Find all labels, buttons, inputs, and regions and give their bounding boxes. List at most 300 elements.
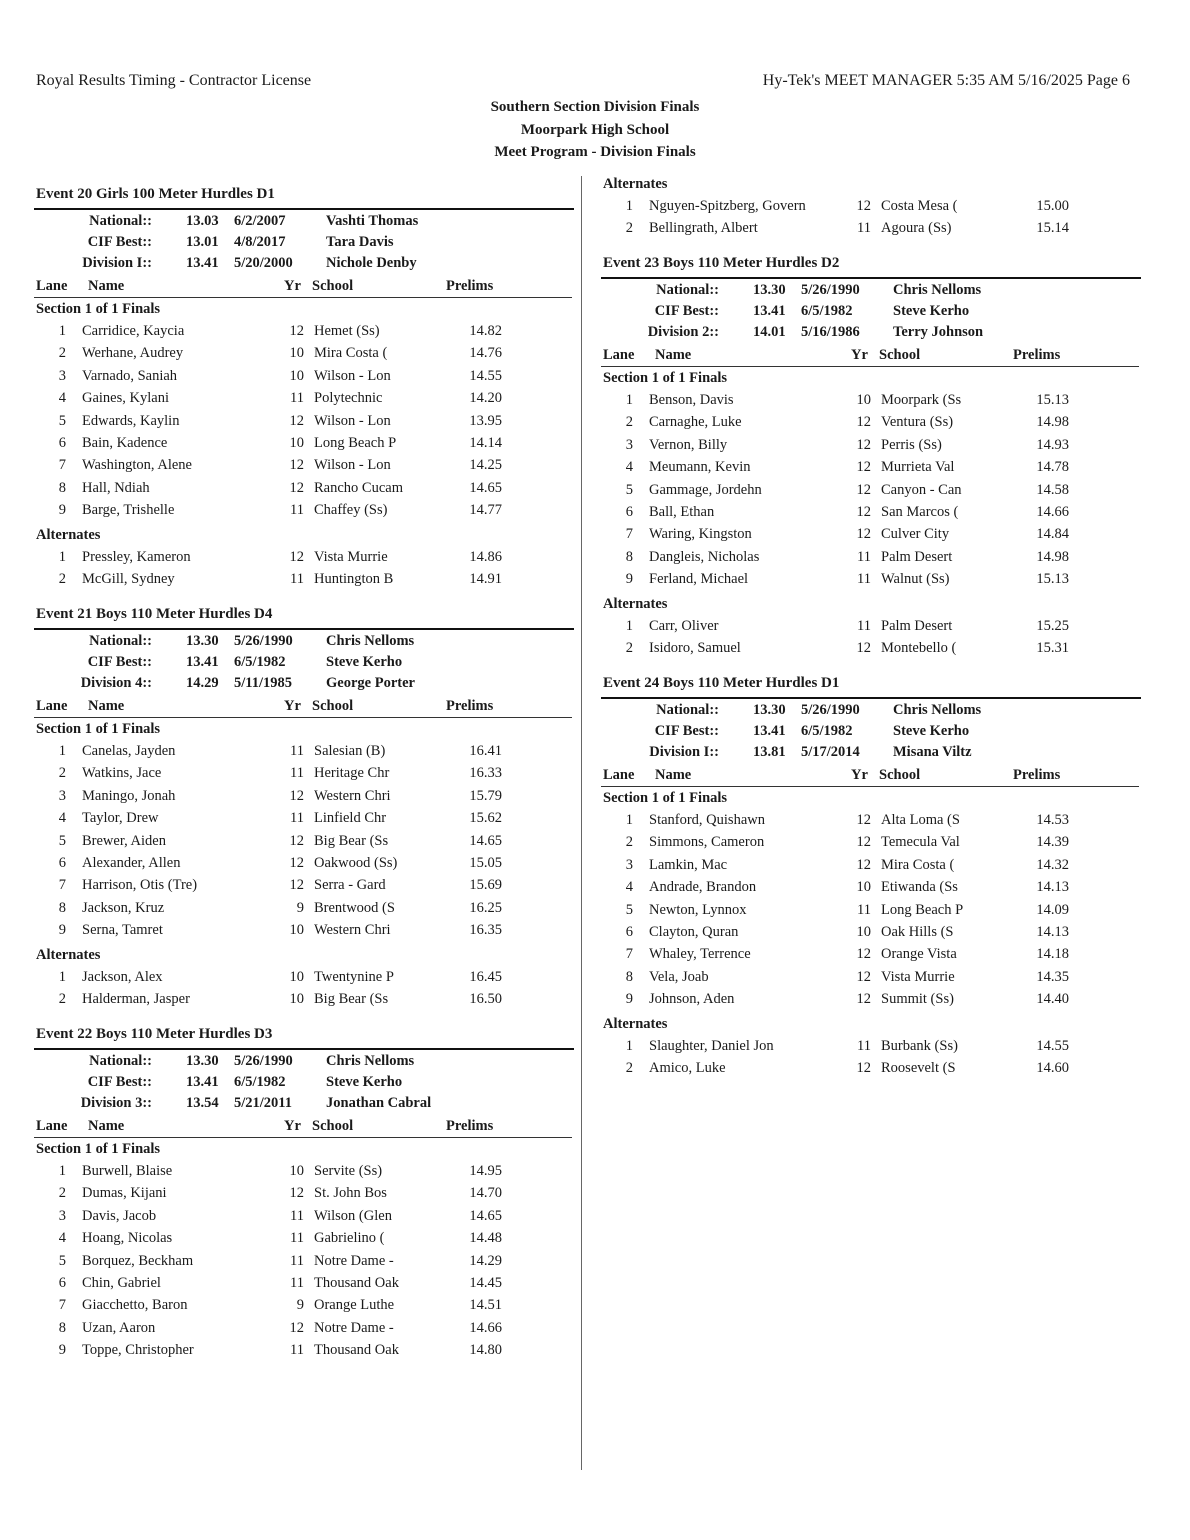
prelims-time: 14.20	[469, 390, 502, 407]
athlete-name: Giacchetto, Baron	[82, 1297, 188, 1314]
athlete-name: Harrison, Otis (Tre)	[82, 877, 198, 894]
record-holder: Nichole Denby	[326, 255, 417, 271]
prelims-time: 16.45	[469, 968, 502, 985]
col-prelims: Prelims	[446, 1118, 494, 1134]
athlete-name: Jackson, Alex	[82, 968, 163, 985]
athlete-year: 10	[856, 392, 871, 408]
athlete-year: 11	[290, 571, 304, 587]
lane-number: 1	[58, 323, 66, 339]
lane-number: 1	[58, 548, 66, 565]
athlete-year: 9	[296, 1297, 304, 1314]
prelims-time: 14.93	[1036, 436, 1069, 453]
record-date: 6/5/1982	[801, 303, 853, 319]
school-name: Orange Vista	[881, 946, 957, 963]
prelims-time: 14.13	[1036, 879, 1069, 896]
athlete-name: Edwards, Kaylin	[82, 412, 180, 429]
lane-number: 4	[625, 879, 633, 896]
record-mark: 14.01	[753, 324, 786, 340]
school-name: Huntington B	[314, 571, 394, 587]
school-name: Temecula Val	[881, 834, 960, 851]
record-label: CIF Best::	[87, 234, 152, 250]
athlete-year: 12	[289, 479, 304, 496]
record-mark: 13.54	[186, 1095, 219, 1111]
event-title: Event 24 Boys 110 Meter Hurdles D1	[603, 675, 840, 691]
record-holder: Tara Davis	[326, 234, 394, 250]
athlete-year: 10	[856, 924, 871, 940]
record-label: National::	[656, 702, 719, 718]
record-date: 6/5/1982	[801, 723, 853, 739]
athlete-name: McGill, Sydney	[82, 571, 175, 587]
school-name: Mira Costa (	[881, 856, 955, 873]
athlete-name: Andrade, Brandon	[649, 879, 757, 896]
prelims-time: 15.69	[469, 877, 502, 894]
athlete-name: Taylor, Drew	[82, 810, 159, 827]
athlete-year: 12	[289, 832, 304, 849]
school-name: Long Beach P	[881, 901, 964, 918]
prelims-time: 16.41	[469, 743, 502, 759]
prelims-time: 13.95	[469, 412, 502, 429]
col-prelims: Prelims	[1013, 347, 1061, 363]
event-title: Event 20 Girls 100 Meter Hurdles D1	[36, 186, 275, 202]
athlete-year: 12	[856, 198, 871, 214]
school-name: Chaffey (Ss)	[314, 502, 388, 519]
prelims-time: 14.91	[469, 571, 502, 587]
lane-number: 2	[625, 414, 633, 431]
record-mark: 13.30	[753, 282, 786, 298]
lane-number: 6	[625, 924, 633, 940]
record-date: 4/8/2017	[234, 234, 286, 250]
athlete-year: 10	[289, 345, 304, 362]
col-name: Name	[655, 767, 692, 783]
prelims-time: 15.13	[1036, 571, 1069, 588]
school-name: Thousand Oak	[314, 1275, 399, 1291]
athlete-year: 12	[856, 526, 871, 543]
athlete-name: Hall, Ndiah	[82, 479, 150, 496]
record-holder: George Porter	[326, 675, 415, 691]
athlete-name: Burwell, Blaise	[82, 1163, 173, 1179]
col-yr: Yr	[851, 347, 868, 363]
prelims-time: 16.33	[469, 765, 502, 782]
section-label: Section 1 of 1 Finals	[36, 1141, 161, 1157]
section-label: Section 1 of 1 Finals	[603, 370, 728, 386]
prelims-time: 14.51	[469, 1297, 502, 1314]
athlete-year: 11	[857, 901, 871, 918]
athlete-name: Johnson, Aden	[649, 991, 735, 1008]
prelims-time: 16.25	[469, 899, 502, 916]
lane-number: 3	[58, 1207, 66, 1224]
prelims-time: 14.58	[1036, 481, 1069, 498]
record-label: CIF Best::	[654, 303, 719, 319]
prelims-time: 14.86	[469, 548, 502, 565]
athlete-name: Nguyen-Spitzberg, Govern	[649, 198, 806, 214]
school-name: Heritage Chr	[314, 765, 390, 782]
record-mark: 13.41	[186, 1074, 219, 1090]
athlete-year: 11	[857, 548, 871, 565]
lane-number: 1	[625, 392, 633, 408]
athlete-year: 12	[856, 640, 871, 656]
record-mark: 13.30	[753, 702, 786, 718]
prelims-time: 14.40	[1036, 991, 1069, 1008]
record-date: 5/26/1990	[234, 633, 293, 649]
column-header-rule	[34, 717, 572, 718]
lane-number: 3	[58, 367, 66, 384]
lane-number: 5	[625, 901, 633, 918]
athlete-name: Canelas, Jayden	[82, 743, 176, 759]
school-name: St. John Bos	[314, 1185, 387, 1202]
record-label: National::	[89, 633, 152, 649]
col-yr: Yr	[284, 698, 301, 714]
school-name: Alta Loma (S	[881, 812, 960, 828]
lane-number: 7	[625, 526, 633, 543]
meet-title: Southern Section Division Finals	[490, 99, 700, 115]
athlete-year: 12	[856, 834, 871, 851]
lane-number: 8	[625, 548, 633, 565]
record-label: CIF Best::	[87, 654, 152, 670]
column-header-rule	[601, 786, 1139, 787]
lane-number: 2	[625, 220, 633, 237]
record-label: Division 4::	[80, 675, 152, 691]
prelims-time: 14.78	[1036, 459, 1069, 476]
prelims-time: 14.66	[1036, 504, 1069, 520]
col-school: School	[312, 1118, 354, 1134]
athlete-year: 11	[857, 571, 871, 588]
athlete-year: 12	[856, 946, 871, 963]
event-title-rule	[601, 277, 1141, 279]
athlete-year: 12	[856, 481, 871, 498]
athlete-name: Maningo, Jonah	[82, 787, 176, 804]
record-holder: Misana Viltz	[893, 744, 972, 760]
school-name: Culver City	[881, 526, 950, 543]
record-mark: 14.29	[186, 675, 219, 691]
record-date: 6/5/1982	[234, 654, 286, 670]
column-header-rule	[34, 297, 572, 298]
athlete-year: 11	[290, 1230, 304, 1247]
lane-number: 8	[625, 968, 633, 985]
lane-number: 2	[625, 834, 633, 851]
prelims-time: 14.82	[469, 323, 502, 339]
lane-number: 1	[625, 198, 633, 214]
alternates-label: Alternates	[603, 595, 668, 612]
athlete-name: Hoang, Nicolas	[82, 1230, 173, 1247]
athlete-year: 12	[856, 414, 871, 431]
record-holder: Terry Johnson	[893, 324, 984, 340]
school-name: Hemet (Ss)	[314, 323, 380, 339]
col-lane: Lane	[36, 1118, 68, 1134]
record-holder: Steve Kerho	[326, 654, 403, 670]
prelims-time: 14.53	[1036, 812, 1069, 828]
alternates-label: Alternates	[36, 946, 101, 963]
athlete-year: 11	[857, 617, 871, 634]
school-name: Wilson - Lon	[314, 412, 391, 429]
athlete-name: Bain, Kadence	[82, 435, 168, 451]
section-label: Section 1 of 1 Finals	[603, 790, 728, 806]
meet-venue: Moorpark High School	[520, 121, 670, 138]
record-date: 5/26/1990	[234, 1053, 293, 1069]
school-name: Agoura (Ss)	[881, 220, 952, 237]
record-label: National::	[89, 1053, 152, 1069]
athlete-name: Gammage, Jordehn	[649, 481, 762, 498]
athlete-year: 10	[289, 435, 304, 451]
athlete-name: Clayton, Quran	[649, 924, 739, 940]
col-school: School	[312, 278, 354, 294]
lane-number: 6	[625, 504, 633, 520]
prelims-time: 14.65	[469, 832, 502, 849]
school-name: Notre Dame -	[314, 1252, 394, 1269]
school-name: Long Beach P	[314, 435, 397, 451]
school-name: Big Bear (Ss	[314, 832, 389, 849]
lane-number: 4	[58, 810, 66, 827]
record-holder: Steve Kerho	[893, 303, 970, 319]
lane-number: 5	[58, 832, 66, 849]
record-date: 5/20/2000	[234, 255, 293, 271]
athlete-name: Alexander, Allen	[82, 855, 181, 871]
athlete-name: Toppe, Christopher	[82, 1342, 194, 1359]
prelims-time: 15.05	[469, 855, 502, 871]
record-holder: Steve Kerho	[893, 723, 970, 739]
athlete-year: 10	[856, 879, 871, 896]
school-name: Big Bear (Ss	[314, 991, 389, 1007]
athlete-year: 12	[856, 991, 871, 1008]
athlete-name: Bellingrath, Albert	[649, 220, 758, 237]
athlete-name: Gaines, Kylani	[82, 390, 169, 407]
prelims-time: 15.31	[1036, 640, 1069, 656]
col-lane: Lane	[603, 347, 635, 363]
col-lane: Lane	[36, 698, 68, 714]
school-name: Burbank (Ss)	[881, 1037, 958, 1054]
school-name: Servite (Ss)	[314, 1163, 383, 1179]
school-name: Brentwood (S	[314, 899, 395, 916]
athlete-name: Whaley, Terrence	[649, 946, 751, 963]
school-name: Mira Costa (	[314, 345, 388, 362]
school-name: Murrieta Val	[881, 459, 955, 476]
school-name: Twentynine P	[314, 968, 394, 985]
lane-number: 6	[58, 855, 66, 871]
record-date: 5/21/2011	[234, 1095, 293, 1111]
athlete-name: Vela, Joab	[649, 968, 709, 985]
athlete-name: Carridice, Kaycia	[82, 323, 185, 339]
record-label: Division I::	[82, 255, 152, 271]
prelims-time: 14.65	[469, 479, 502, 496]
lane-number: 7	[58, 877, 66, 894]
school-name: Vista Murrie	[314, 548, 388, 565]
athlete-name: Vernon, Billy	[649, 436, 728, 453]
athlete-year: 11	[290, 1342, 304, 1359]
lane-number: 4	[58, 390, 66, 407]
school-name: Montebello (	[881, 640, 957, 656]
prelims-time: 14.70	[469, 1185, 502, 1202]
prelims-time: 14.76	[469, 345, 502, 362]
athlete-year: 12	[289, 412, 304, 429]
lane-number: 3	[58, 787, 66, 804]
col-lane: Lane	[36, 278, 68, 294]
school-name: Gabrielino (	[314, 1230, 385, 1247]
record-mark: 13.03	[186, 213, 219, 229]
athlete-year: 12	[289, 1319, 304, 1336]
athlete-name: Meumann, Kevin	[649, 459, 751, 476]
meet-titles	[0, 96, 1190, 164]
lane-number: 3	[625, 856, 633, 873]
athlete-name: Varnado, Saniah	[82, 367, 178, 384]
lane-number: 2	[625, 1060, 633, 1076]
record-date: 5/26/1990	[801, 702, 860, 718]
alternates-label: Alternates	[36, 526, 101, 543]
record-mark: 13.41	[753, 303, 786, 319]
record-label: National::	[89, 213, 152, 229]
record-holder: Chris Nelloms	[893, 282, 982, 298]
record-date: 5/16/1986	[801, 324, 860, 340]
school-name: Oak Hills (S	[881, 924, 954, 940]
athlete-name: Halderman, Jasper	[82, 991, 190, 1007]
athlete-year: 10	[289, 1163, 304, 1179]
record-holder: Chris Nelloms	[326, 633, 415, 649]
prelims-time: 14.98	[1036, 548, 1069, 565]
lane-number: 4	[58, 1230, 66, 1247]
lane-number: 1	[58, 1163, 66, 1179]
athlete-name: Pressley, Kameron	[82, 548, 191, 565]
record-mark: 13.30	[186, 633, 219, 649]
athlete-name: Werhane, Audrey	[82, 345, 184, 362]
col-school: School	[879, 347, 921, 363]
col-lane: Lane	[603, 767, 635, 783]
prelims-time: 14.18	[1036, 946, 1069, 963]
col-prelims: Prelims	[446, 698, 494, 714]
col-school: School	[879, 767, 921, 783]
school-name: Western Chri	[314, 922, 391, 939]
prelims-time: 15.62	[469, 810, 502, 827]
lane-number: 6	[58, 1275, 66, 1291]
athlete-year: 12	[856, 504, 871, 520]
school-name: Rancho Cucam	[314, 479, 403, 496]
athlete-year: 12	[289, 457, 304, 474]
lane-number: 2	[58, 1185, 66, 1202]
record-date: 6/2/2007	[234, 213, 286, 229]
prelims-time: 15.13	[1036, 392, 1069, 408]
prelims-time: 16.50	[469, 991, 502, 1007]
event-title: Event 21 Boys 110 Meter Hurdles D4	[36, 606, 273, 622]
col-name: Name	[88, 698, 125, 714]
prelims-time: 14.45	[469, 1275, 502, 1291]
record-label: National::	[656, 282, 719, 298]
event-title-rule	[34, 628, 574, 630]
lane-number: 5	[58, 1252, 66, 1269]
athlete-year: 12	[289, 1185, 304, 1202]
lane-number: 9	[625, 571, 633, 588]
section-label: Section 1 of 1 Finals	[36, 301, 161, 317]
athlete-name: Ferland, Michael	[649, 571, 749, 588]
col-yr: Yr	[284, 278, 301, 294]
lane-number: 2	[58, 345, 66, 362]
prelims-time: 14.35	[1036, 968, 1069, 985]
col-yr: Yr	[851, 767, 868, 783]
athlete-name: Dangleis, Nicholas	[649, 548, 760, 565]
school-name: Summit (Ss)	[881, 991, 954, 1008]
event-title: Event 22 Boys 110 Meter Hurdles D3	[36, 1026, 273, 1042]
athlete-name: Newton, Lynnox	[649, 901, 747, 918]
lane-number: 1	[58, 968, 66, 985]
athlete-year: 12	[856, 812, 871, 828]
record-holder: Vashti Thomas	[326, 213, 419, 229]
prelims-time: 14.60	[1036, 1060, 1069, 1076]
prelims-time: 14.32	[1036, 856, 1069, 873]
prelims-time: 14.55	[469, 367, 502, 384]
school-name: Serra - Gard	[314, 877, 386, 894]
lane-number: 2	[58, 765, 66, 782]
school-name: Polytechnic	[314, 390, 383, 407]
col-prelims: Prelims	[446, 278, 494, 294]
school-name: Orange Luthe	[314, 1297, 395, 1314]
lane-number: 5	[625, 481, 633, 498]
lane-number: 8	[58, 1319, 66, 1336]
athlete-year: 10	[289, 922, 304, 939]
athlete-year: 12	[856, 436, 871, 453]
prelims-time: 14.77	[469, 502, 502, 519]
school-name: Palm Desert	[881, 617, 953, 634]
athlete-name: Isidoro, Samuel	[649, 640, 741, 656]
school-name: Notre Dame -	[314, 1319, 394, 1336]
school-name: Perris (Ss)	[881, 436, 942, 453]
lane-number: 1	[625, 617, 633, 634]
col-school: School	[312, 698, 354, 714]
prelims-time: 14.29	[469, 1252, 502, 1269]
page-header-left: Royal Results Timing - Contractor License	[36, 72, 312, 89]
school-name: Oakwood (Ss)	[314, 855, 398, 871]
athlete-name: Ball, Ethan	[649, 504, 715, 520]
record-label: Division I::	[649, 744, 719, 760]
school-name: Wilson - Lon	[314, 457, 391, 474]
athlete-year: 11	[290, 765, 304, 782]
athlete-name: Chin, Gabriel	[82, 1275, 161, 1291]
prelims-time: 14.95	[469, 1163, 502, 1179]
col-name: Name	[88, 278, 125, 294]
prelims-time: 14.25	[469, 457, 502, 474]
athlete-name: Simmons, Cameron	[649, 834, 765, 851]
athlete-name: Lamkin, Mac	[649, 856, 728, 873]
lane-number: 1	[58, 743, 66, 759]
prelims-time: 14.48	[469, 1230, 502, 1247]
event-title: Event 23 Boys 110 Meter Hurdles D2	[603, 255, 840, 271]
athlete-name: Amico, Luke	[649, 1060, 726, 1076]
school-name: Wilson - Lon	[314, 367, 391, 384]
lane-number: 2	[58, 571, 66, 587]
meet-program-title: Meet Program - Division Finals	[494, 144, 696, 160]
lane-number: 4	[625, 459, 633, 476]
column-divider	[581, 176, 582, 1470]
lane-number: 5	[58, 412, 66, 429]
lane-number: 9	[58, 922, 66, 939]
athlete-year: 12	[289, 323, 304, 339]
athlete-year: 12	[856, 1060, 871, 1076]
col-yr: Yr	[284, 1118, 301, 1134]
record-mark: 13.41	[186, 255, 219, 271]
athlete-name: Stanford, Quishawn	[649, 812, 765, 828]
record-holder: Chris Nelloms	[893, 702, 982, 718]
school-name: Western Chri	[314, 787, 391, 804]
school-name: Palm Desert	[881, 548, 953, 565]
record-label: Division 3::	[80, 1095, 152, 1111]
prelims-time: 15.00	[1036, 198, 1069, 214]
prelims-time: 14.66	[469, 1319, 502, 1336]
school-name: Ventura (Ss)	[881, 414, 954, 431]
col-name: Name	[655, 347, 692, 363]
column-header-rule	[601, 366, 1139, 367]
event-title-rule	[34, 1048, 574, 1050]
col-prelims: Prelims	[1013, 767, 1061, 783]
school-name: Walnut (Ss)	[881, 571, 950, 588]
prelims-time: 14.39	[1036, 834, 1069, 851]
athlete-year: 11	[290, 1207, 304, 1224]
athlete-name: Jackson, Kruz	[82, 899, 165, 916]
athlete-name: Dumas, Kijani	[82, 1185, 167, 1202]
